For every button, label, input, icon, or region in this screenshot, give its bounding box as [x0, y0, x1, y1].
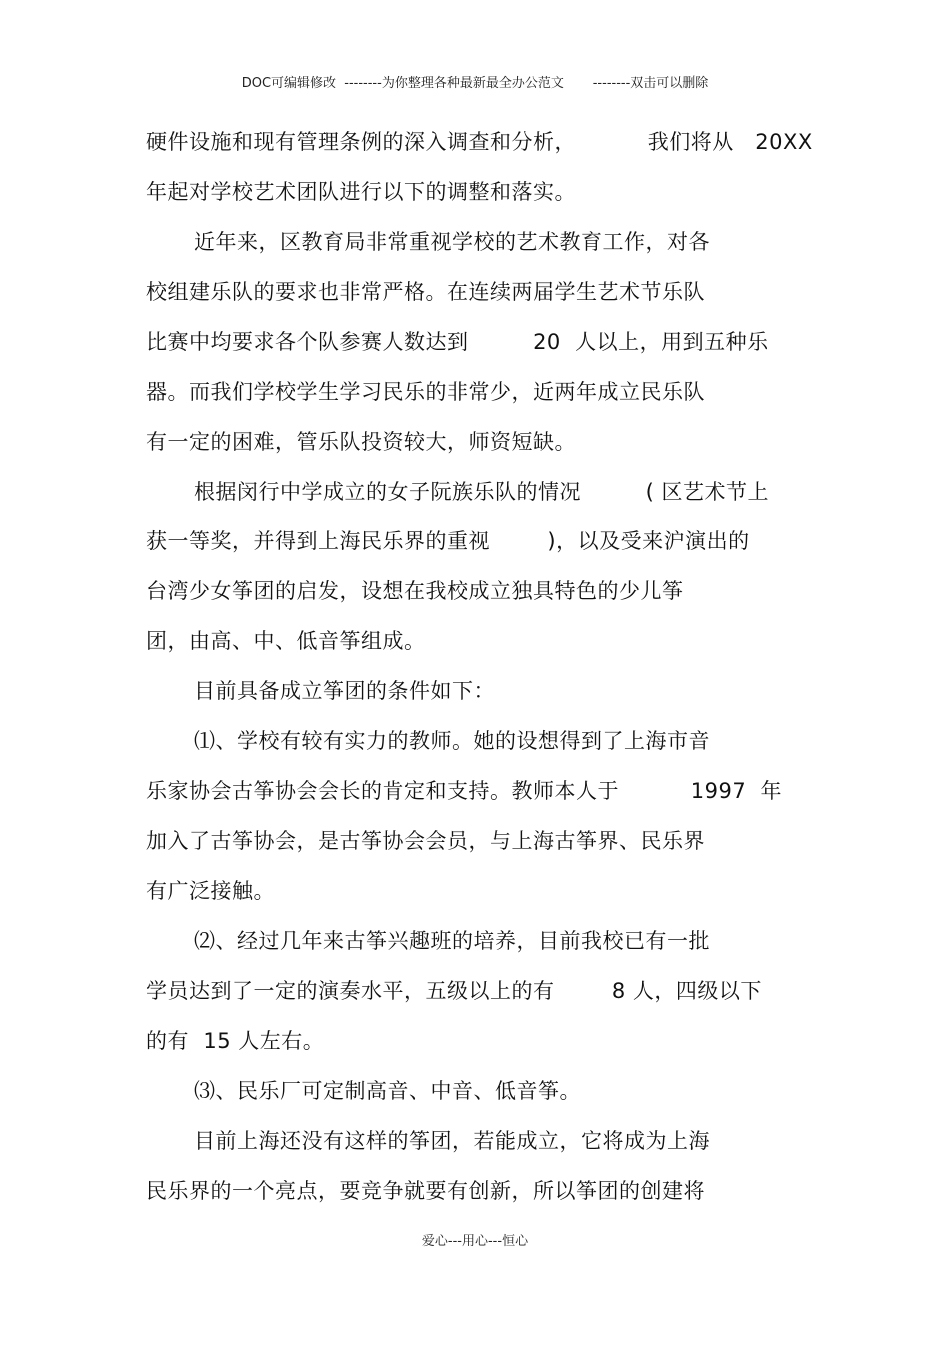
text-line: 有一定的困难，管乐队投资较大，师资短缺。 [146, 430, 576, 454]
text-line: 乐家协会古筝协会会长的肯定和支持。教师本人于 1997 年 [146, 779, 783, 803]
text-line: 有广泛接触。 [146, 879, 275, 903]
page-header: DOC可编辑修改 --------为你整理各种最新最全办公范文 --------双击可以删除 [241, 76, 709, 91]
text-line: 校组建乐队的要求也非常严格。在连续两届学生艺术节乐队 [146, 280, 705, 304]
page-footer: 爱心---用心---恒心 [421, 1234, 529, 1249]
text-line: 年起对学校艺术团队进行以下的调整和落实。 [146, 180, 576, 204]
text-line: 近年来，区教育局非常重视学校的艺术教育工作，对各 [194, 230, 710, 254]
text-line: 器。而我们学校学生学习民乐的非常少，近两年成立民乐队 [146, 380, 705, 404]
text-line: 民乐界的一个亮点，要竞争就要有创新，所以筝团的创建将 [146, 1179, 705, 1203]
text-line: ⑶、民乐厂可定制高音、中音、低音筝。 [194, 1079, 581, 1103]
text-line: 学员达到了一定的演奏水平，五级以上的有 8 人，四级以下 [146, 979, 762, 1003]
text-line: ⑵、经过几年来古筝兴趣班的培养，目前我校已有一批 [194, 929, 710, 953]
text-line: ⑴、学校有较有实力的教师。她的设想得到了上海市音 [194, 729, 710, 753]
text-line: 的有 15 人左右。 [146, 1029, 325, 1053]
text-line: 根据闵行中学成立的女子阮族乐队的情况 ( 区艺术节上 [194, 480, 769, 504]
text-line: 比赛中均要求各个队参赛人数达到 20 人以上，用到五种乐 [146, 330, 769, 354]
text-line: 加入了古筝协会，是古筝协会会员，与上海古筝界、民乐界 [146, 829, 705, 853]
text-line: 台湾少女筝团的启发，设想在我校成立独具特色的少儿筝 [146, 579, 684, 603]
text-line: 团，由高、中、低音筝组成。 [146, 629, 426, 653]
text-line: 硬件设施和现有管理条例的深入调查和分析， 我们将从 20XX [146, 130, 813, 154]
text-line: 目前上海还没有这样的筝团，若能成立，它将成为上海 [194, 1129, 710, 1153]
text-line: 目前具备成立筝团的条件如下： [194, 679, 495, 703]
text-line: 获一等奖，并得到上海民乐界的重视 )，以及受来沪演出的 [146, 529, 750, 553]
